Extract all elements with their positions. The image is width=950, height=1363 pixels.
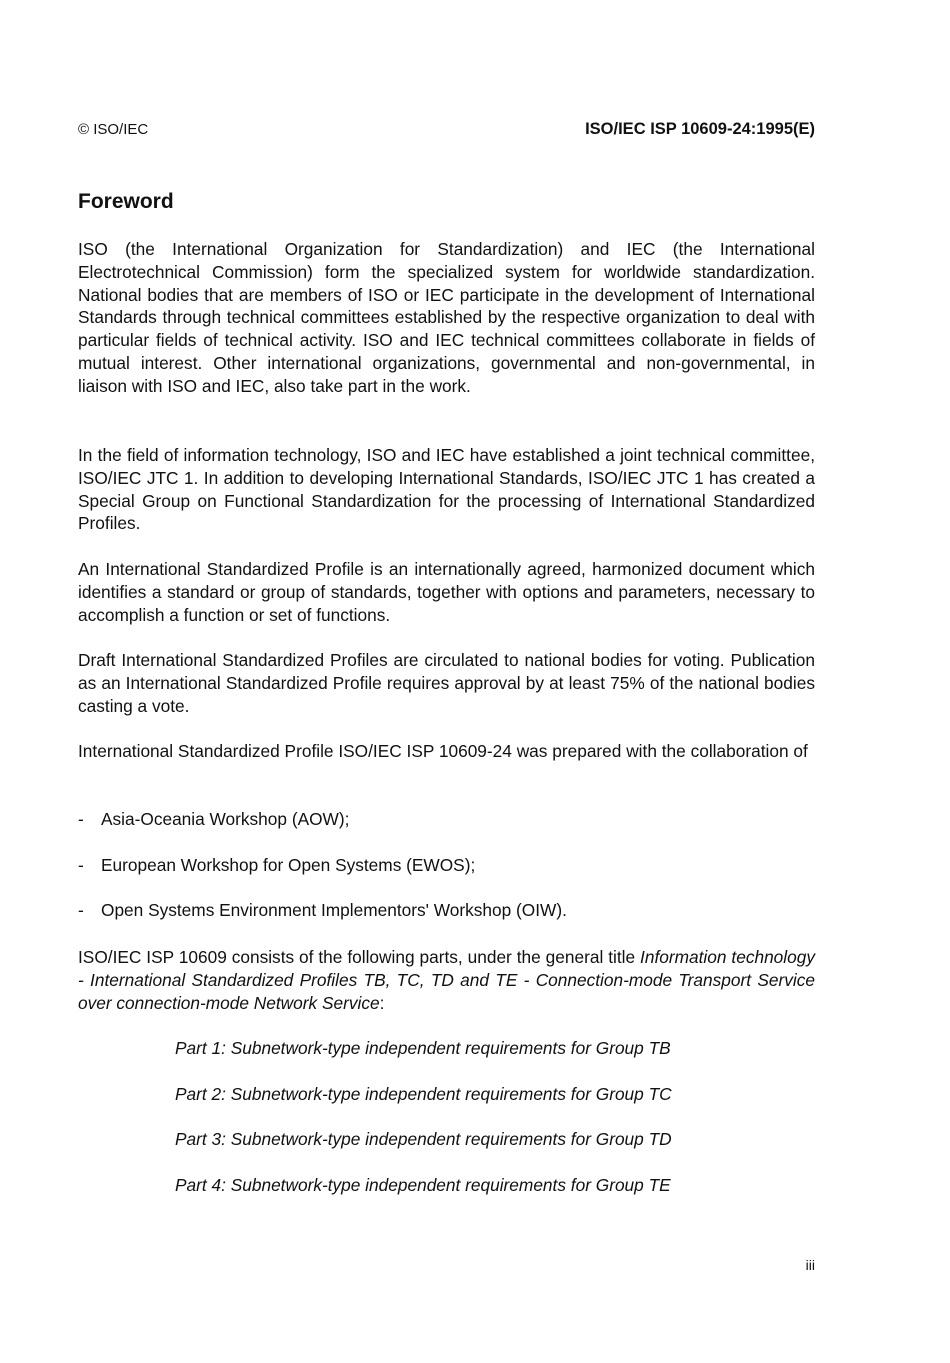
copyright-header: © ISO/IEC (78, 121, 149, 138)
collaborator-oiw: Open Systems Environment Implementors' Workshop (OIW). (101, 900, 567, 920)
standard-number-header: ISO/IEC ISP 10609-24:1995(E) (585, 120, 815, 138)
paragraph-iso-iec-intro: ISO (the International Organization for Standardization) and IEC (the International Electrotechnical Commission) form the specialized system for worldwide standardization. National bodies that are members of ISO or IEC participate in the development of International Standards through technical committees established by the respective organization to deal with particular fields of technical activity. ISO and IEC technical committees collaborate in fields of mutual interest. Other international organizations, governmental and non-governmental, in liaison with ISO and IEC, also take part in the work. (78, 239, 815, 396)
list-dash: - (78, 809, 84, 829)
page-title: Foreword (78, 190, 174, 213)
list-dash: - (78, 855, 84, 875)
paragraph-parts-intro (78, 946, 815, 1014)
part-3: Part 3: Subnetwork-type independent requirements for Group TD (175, 1129, 672, 1149)
page-number: iii (805, 1257, 815, 1273)
parts-intro-prefix: ISO/IEC ISP 10609 consists of the following parts, under the general title (78, 947, 641, 967)
parts-intro-suffix: : (379, 992, 385, 1013)
collaborator-ewos: European Workshop for Open Systems (EWOS); (101, 855, 476, 875)
paragraph-draft-voting: Draft International Standardized Profiles are circulated to national bodies for voting. Publication as an International Standardized Profile requires approval by at least 75% of the national bodies casting a vote. (78, 650, 815, 716)
list-dash: - (78, 900, 84, 920)
general-title: Information technology - International Standardized Profiles TB, TC, TD and TE - Connection-mode Transport Service over connection-mode Network Service (78, 947, 815, 1013)
collaborator-aow: Asia-Oceania Workshop (AOW); (101, 809, 350, 829)
part-4: Part 4: Subnetwork-type independent requirements for Group TE (175, 1175, 671, 1195)
paragraph-isp-definition: An International Standardized Profile is an internationally agreed, harmonized document which identifies a standard or group of standards, together with options and parameters, necessary to accomplish a function or set of functions. (78, 559, 815, 625)
paragraph-prepared-with: International Standardized Profile ISO/IEC ISP 10609-24 was prepared with the collaboration of (78, 741, 808, 761)
part-1: Part 1: Subnetwork-type independent requirements for Group TB (175, 1038, 671, 1058)
paragraph-jtc1: In the field of information technology, ISO and IEC have established a joint technical committee, ISO/IEC JTC 1. In addition to developing International Standards, ISO/IEC JTC 1 has created a Special Group on Functional Standardization for the processing of International Standardized Profiles. (78, 445, 815, 534)
part-2: Part 2: Subnetwork-type independent requirements for Group TC (175, 1084, 672, 1104)
